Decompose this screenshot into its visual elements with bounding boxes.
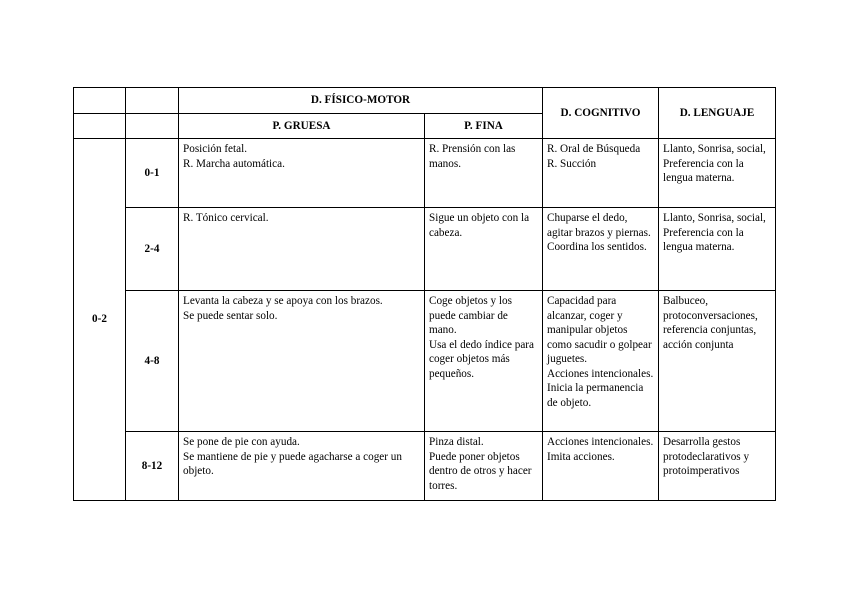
cell-line: Imita acciones. <box>547 450 615 463</box>
fina-cell <box>425 139 543 208</box>
cognitivo-cell <box>543 208 659 291</box>
cell-line: R. Tónico cervical. <box>183 212 269 224</box>
header-empty-cell <box>126 88 179 114</box>
cell-line: Pinza distal. <box>429 436 484 448</box>
cell-line: Puede poner objetos dentro de otros y hacer torres. <box>429 450 532 492</box>
cell-line: Desarrolla gestos protodeclarativos y protoimperativos <box>663 436 750 477</box>
table-row <box>74 432 776 501</box>
cell-line: R. Marcha automática. <box>183 157 285 170</box>
cell-line: Levanta la cabeza y se apoya con los brazos. <box>183 295 383 307</box>
age-cell: 4-8 <box>126 291 179 432</box>
age-cell: 8-12 <box>126 432 179 501</box>
age-cell: 2-4 <box>126 208 179 291</box>
development-table <box>73 87 776 501</box>
header-empty-cell <box>74 114 126 139</box>
gruesa-cell <box>179 432 425 501</box>
cell-line: Se mantiene de pie y puede agacharse a coger un objeto. <box>183 450 402 477</box>
cell-line: Se pone de pie con ayuda. <box>183 436 300 448</box>
cognitivo-cell <box>543 291 659 432</box>
cell-line: Llanto, Sonrisa, social, Preferencia con la lengua materna. <box>663 212 766 253</box>
header-lenguaje: D. LENGUAJE <box>659 88 776 139</box>
lenguaje-cell <box>659 139 776 208</box>
cell-line: Sigue un objeto con la cabeza. <box>429 212 530 239</box>
cell-line: Inicia la permanencia de objeto. <box>547 382 644 409</box>
cell-line: R. Succión <box>547 157 597 170</box>
table-row <box>74 139 776 208</box>
cell-line: Coordina los sentidos. <box>547 241 647 253</box>
gruesa-cell <box>179 208 425 291</box>
cell-line: Usa el dedo índice para coger objetos más pequeños. <box>429 338 534 380</box>
gruesa-cell <box>179 291 425 432</box>
lenguaje-cell <box>659 432 776 501</box>
fina-cell <box>425 291 543 432</box>
cell-line: Acciones intencionales. <box>547 436 654 448</box>
header-fisico-motor: D. FÍSICO-MOTOR <box>179 88 543 114</box>
cell-line: Posición fetal. <box>183 143 248 155</box>
header-cognitivo: D. COGNITIVO <box>543 88 659 139</box>
cell-line: Acciones intencionales. <box>547 367 654 380</box>
cell-line: R. Prensión con las manos. <box>429 143 516 170</box>
age-group-label: 0-2 <box>74 139 126 501</box>
table-row <box>74 291 776 432</box>
cognitivo-cell <box>543 432 659 501</box>
cell-line: Chuparse el dedo, agitar brazos y piernas. <box>547 212 651 239</box>
gruesa-cell <box>179 139 425 208</box>
header-empty-cell <box>74 88 126 114</box>
cell-line: R. Oral de Búsqueda <box>547 143 641 155</box>
cell-line: Coge objetos y los puede cambiar de mano. <box>429 295 512 336</box>
header-fina: P. FINA <box>425 114 543 139</box>
cognitivo-cell <box>543 139 659 208</box>
fina-cell <box>425 432 543 501</box>
cell-line: Balbuceo, protoconversaciones, referencia conjuntas, acción conjunta <box>663 295 758 351</box>
fina-cell <box>425 208 543 291</box>
age-cell: 0-1 <box>126 139 179 208</box>
cell-line: Llanto, Sonrisa, social, Preferencia con la lengua materna. <box>663 143 766 184</box>
cell-line: Capacidad para alcanzar, coger y manipular objetos como sacudir o golpear juguetes. <box>547 295 652 365</box>
header-empty-cell <box>126 114 179 139</box>
table-row <box>74 208 776 291</box>
lenguaje-cell <box>659 208 776 291</box>
lenguaje-cell <box>659 291 776 432</box>
header-gruesa: P. GRUESA <box>179 114 425 139</box>
cell-line: Se puede sentar solo. <box>183 309 278 322</box>
